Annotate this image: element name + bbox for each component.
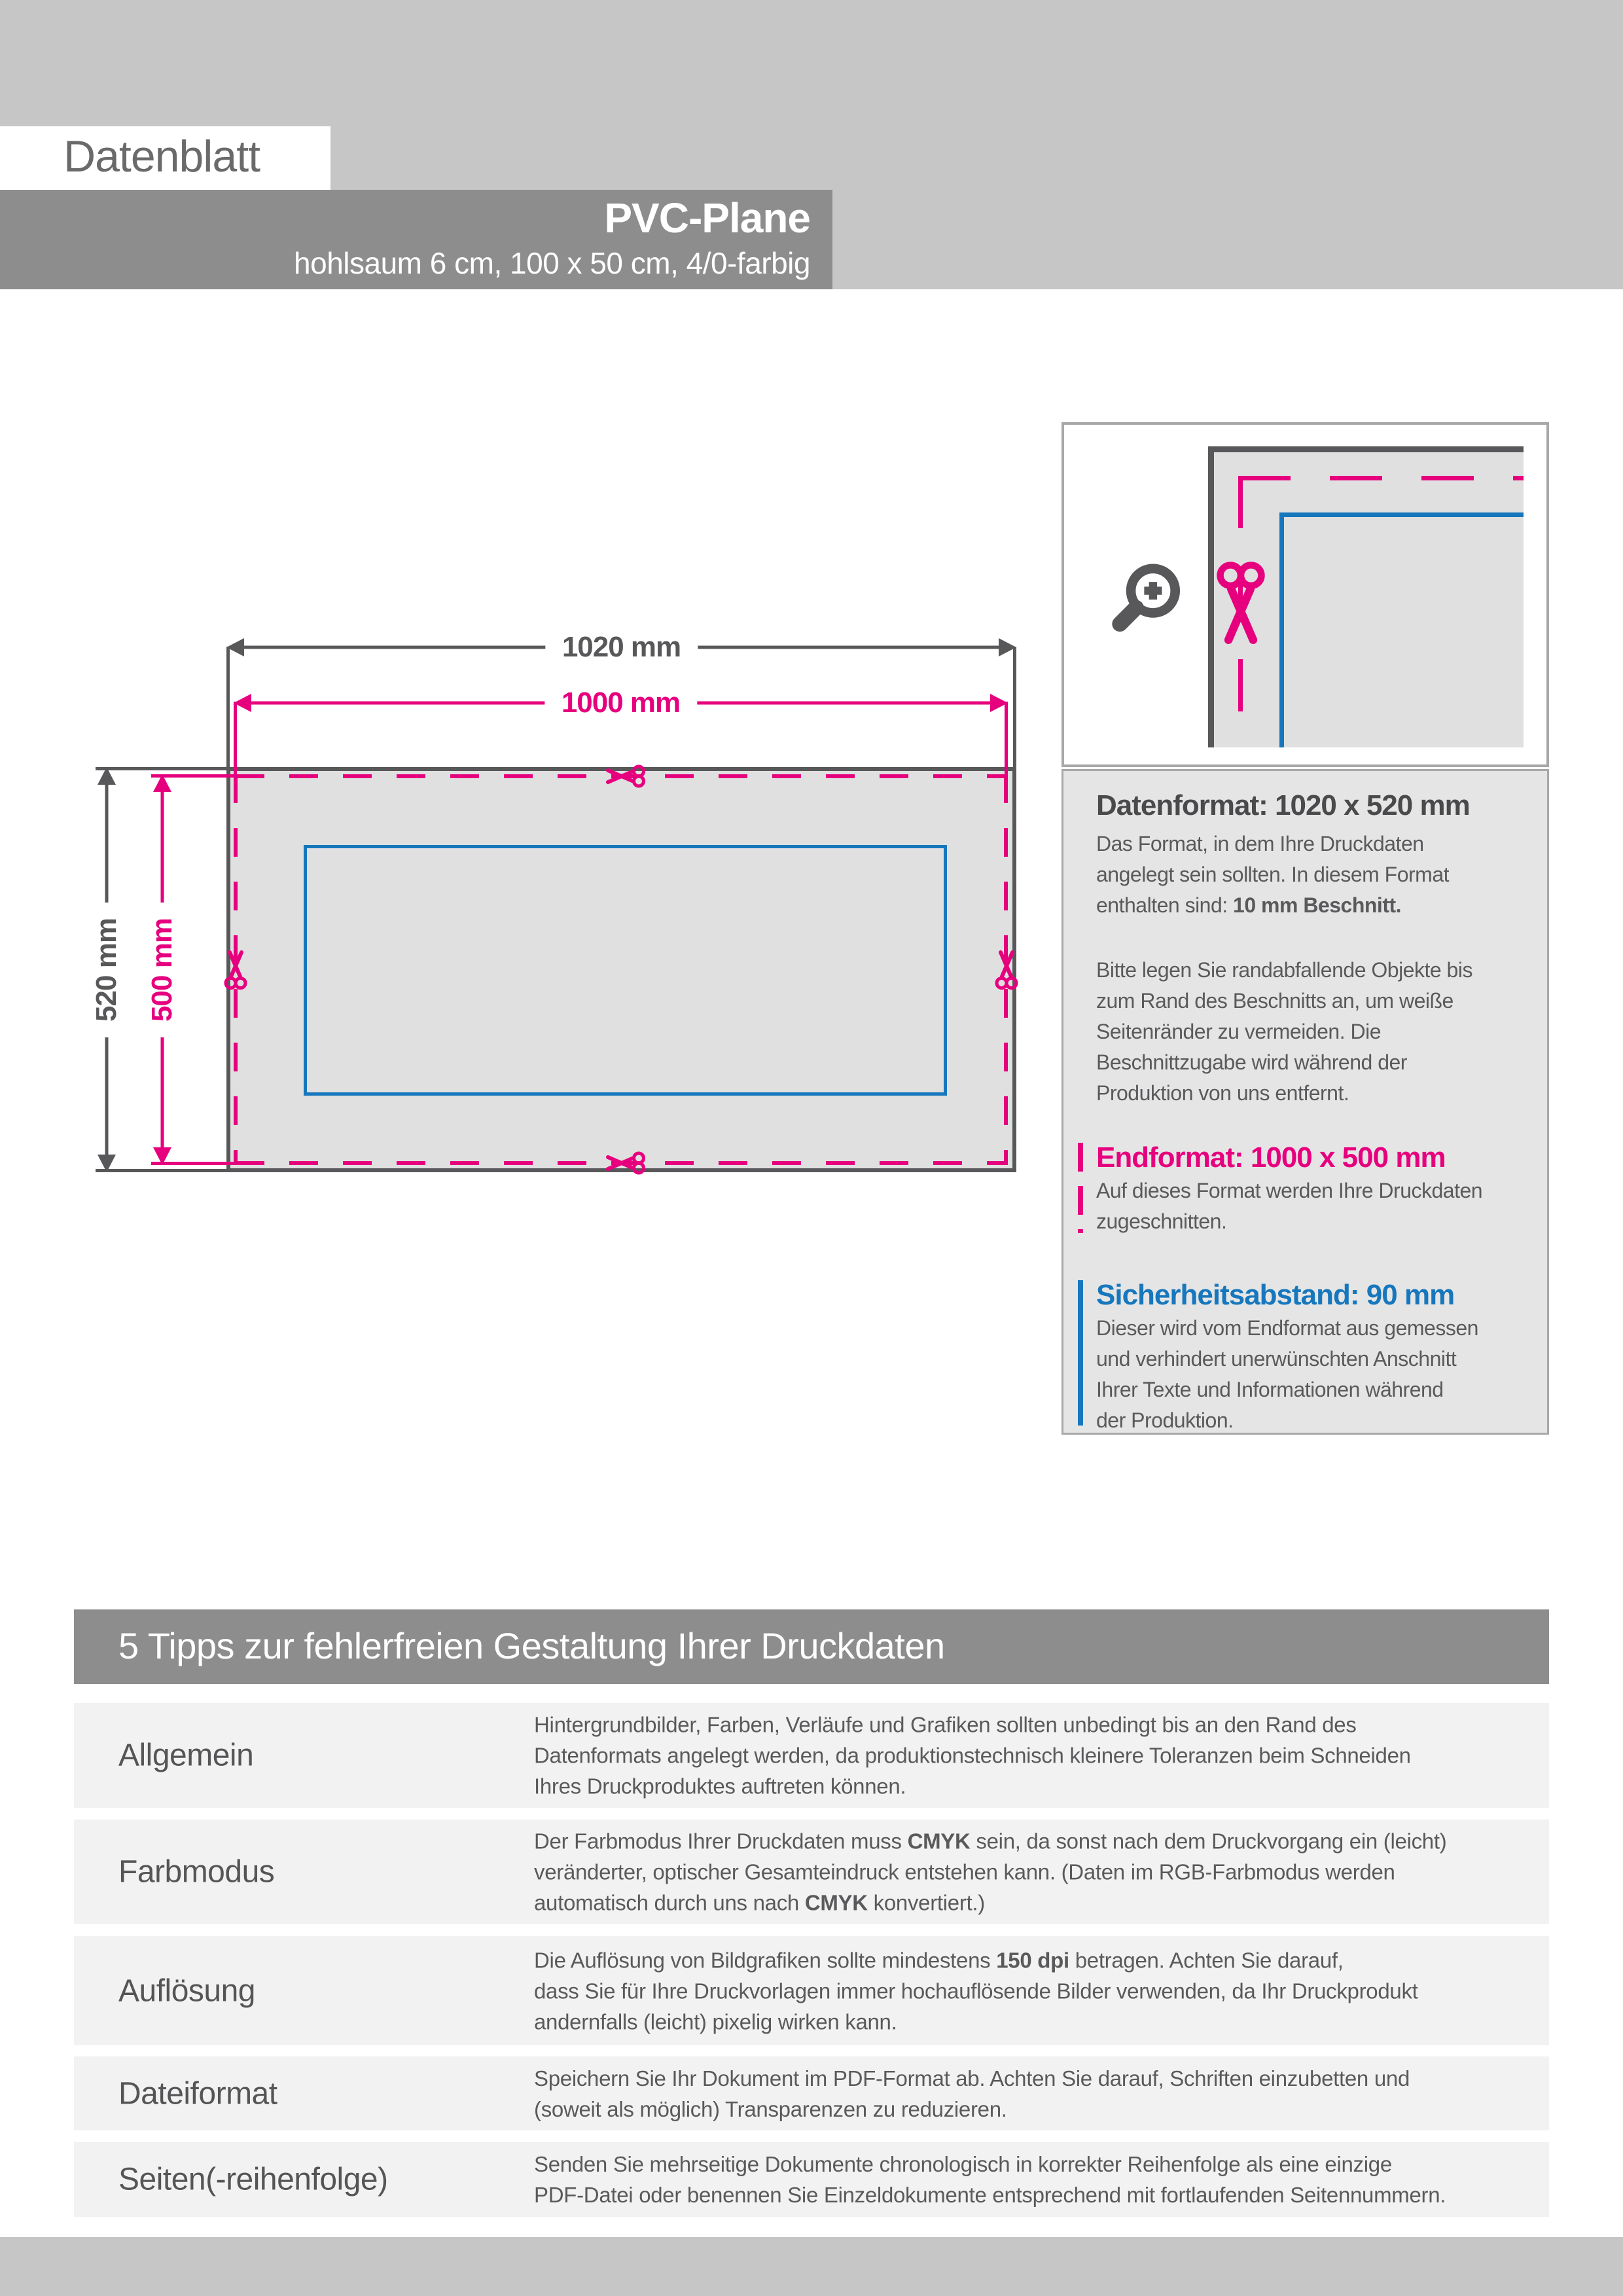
safety-solid-mark <box>1078 1280 1083 1426</box>
tip-label: Seiten(-reihenfolge) <box>118 2162 388 2197</box>
extension-line <box>1013 647 1016 768</box>
tip-row-aufloesung <box>74 1936 1549 2045</box>
extension-line <box>226 647 230 768</box>
sheet-title-box <box>0 126 330 190</box>
tip-text: Die Auflösung von Bildgrafiken sollte mindestens 150 dpi betragen. Achten Sie darauf, dass Sie für Ihre Druckvorlagen immer hochauflösende Bilder verwenden, da Ihr Druckprodukt andernfalls (leicht) pixelig wirken kann. <box>534 1948 1418 2034</box>
datenformat-heading: Datenformat: 1020 x 520 mm <box>1096 789 1470 821</box>
arrowhead-up-icon <box>153 774 171 792</box>
scissors-icon <box>1213 559 1268 644</box>
scissors-icon <box>223 950 249 991</box>
dimension-label: 1000 mm <box>544 687 697 719</box>
tip-label: Dateiformat <box>118 2076 277 2111</box>
arrowhead-down-icon <box>153 1147 171 1165</box>
tip-text: Speichern Sie Ihr Dokument im PDF-Format ab. Achten Sie darauf, Schriften einzubetten und (soweit als möglich) Transparenzen zu reduzieren. <box>534 2066 1410 2121</box>
tip-text: Senden Sie mehrseitige Dokumente chronologisch in korrekter Reihenfolge als eine einzige PDF-Datei oder benennen Sie Einzeldokumente entsprechend mit fortlaufenden Seitennummern. <box>534 2152 1446 2207</box>
product-spec: hohlsaum 6 cm, 100 x 50 cm, 4/0-farbig <box>294 246 810 280</box>
format-info-panel <box>1061 769 1549 1435</box>
safety-rect <box>304 845 947 1096</box>
section-endformat <box>1096 1140 1524 1237</box>
sheet-title: Datenblatt <box>63 131 260 181</box>
tip-label: Auflösung <box>118 1973 255 2008</box>
dimension-label: 500 mm <box>146 903 179 1037</box>
datenformat-text: Das Format, in dem Ihre Druckdaten angelegt sein sollten. In diesem Format enthalten sind: 10 mm Beschnitt. <box>1096 832 1450 917</box>
scissors-icon <box>993 950 1020 991</box>
endformat-dash-mark <box>1078 1143 1083 1233</box>
footer-band <box>0 2237 1623 2296</box>
bleed-detail-box <box>1061 422 1549 767</box>
detail-safety-line-v <box>1279 512 1284 747</box>
section-sicherheitsabstand <box>1096 1278 1524 1436</box>
endformat-text: Auf dieses Format werden Ihre Druckdaten zugeschnitten. <box>1096 1179 1483 1233</box>
dimension-trim-width <box>234 688 1008 718</box>
tip-row-seitenreihenfolge <box>74 2142 1549 2217</box>
tips-heading: 5 Tipps zur fehlerfreien Gestaltung Ihrer Druckdaten <box>118 1625 945 1667</box>
dimension-label: 1020 mm <box>545 631 698 664</box>
section-datenformat <box>1096 788 1524 921</box>
arrowhead-right-icon <box>999 638 1016 656</box>
dimension-outer-height <box>92 767 122 1172</box>
scissors-icon <box>606 1150 647 1176</box>
section-bleed-note <box>1096 955 1524 1109</box>
detail-trim-line-h <box>1238 476 1524 480</box>
tip-row-dateiformat <box>74 2056 1549 2130</box>
dimension-label: 520 mm <box>90 903 123 1037</box>
tip-label: Allgemein <box>118 1738 254 1773</box>
sicherheitsabstand-heading: Sicherheitsabstand: 90 mm <box>1096 1279 1455 1311</box>
arrowhead-down-icon <box>98 1155 116 1172</box>
bleed-note-text: Bitte legen Sie randabfallende Objekte bis zum Rand des Beschnitts an, um weiße Seitenränder zu vermeiden. Die Beschnittzugabe wird während der Produktion von uns entfernt. <box>1096 958 1472 1105</box>
tip-row-farbmodus <box>74 1820 1549 1924</box>
tips-header-bar <box>74 1609 1549 1684</box>
endformat-heading: Endformat: 1000 x 500 mm <box>1096 1141 1446 1174</box>
sicherheitsabstand-text: Dieser wird vom Endformat aus gemessen und verhindert unerwünschten Anschnitt Ihrer Texte und Informationen während der Produktion. <box>1096 1316 1478 1432</box>
tip-row-allgemein <box>74 1703 1549 1808</box>
product-name: PVC-Plane <box>604 194 810 242</box>
dimension-outer-width <box>226 632 1016 662</box>
arrowhead-left-icon <box>226 638 244 656</box>
dimension-trim-height <box>147 774 177 1165</box>
arrowhead-right-icon <box>990 694 1008 712</box>
product-title-bar <box>0 190 832 289</box>
tip-text: Der Farbmodus Ihrer Druckdaten muss CMYK sein, da sonst nach dem Druckvorgang ein (leicht) veränderter, optischer Gesamteindruck entstehen kann. (Daten im RGB-Farbmodus werden automatisch durch uns nach CMYK konvertiert.) <box>534 1829 1447 1915</box>
tip-label: Farbmodus <box>118 1854 275 1890</box>
arrowhead-left-icon <box>234 694 251 712</box>
scissors-icon <box>606 763 647 789</box>
detail-safety-line-h <box>1279 512 1524 517</box>
arrowhead-up-icon <box>98 767 116 785</box>
tip-text: Hintergrundbilder, Farben, Verläufe und Grafiken sollten unbedingt bis an den Rand des Datenformats angelegt werden, da produktionstechnisch kleinere Toleranzen beim Schneiden Ihres Druckproduktes auftreten können. <box>534 1712 1411 1799</box>
magnifier-plus-icon <box>1107 558 1188 639</box>
